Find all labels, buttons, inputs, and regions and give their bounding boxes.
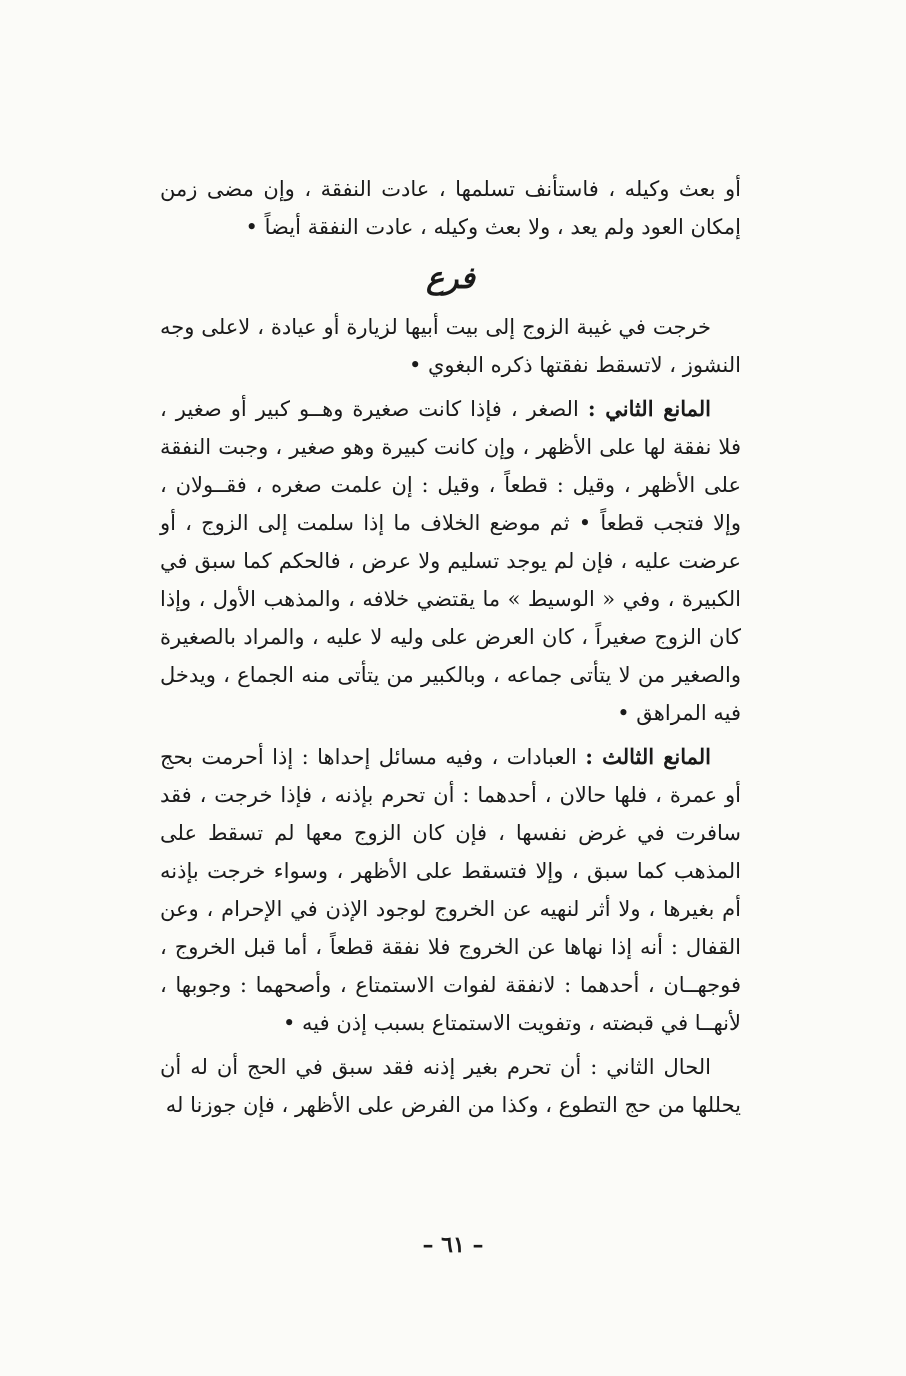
paragraph-3-text: الصغر ، فإذا كانت صغيرة وهــو كبير أو صغير ، فلا نفقة لها على الأظهر ، وإن كانت كبيرة وهو صغير ، وجبت النفقة على الأظهر ، وقيل : قطعاً ، وقيل : إن علمت صغره ، فقــولان ، وإلا فتجب قطعاً • ثم موضع الخلاف ما إذا سلمت إلى الزوج ، أو عرضت عليه ، فإن لم يوجد تسليم ولا عرض ، فالحكم كما سبق في الكبيرة ، وفي « الوسيط » ما يقتضي خلافه ، والمذهب الأول ، وإذا كان الزوج صغيراً ، كان العرض على وليه لا عليه ، والمراد بالصغيرة والصغير من لا يتأتى جماعه ، وبالكبير من يتأتى منه الجماع ، ويدخل فيه المراهق • [160, 397, 741, 725]
paragraph-2: خرجت في غيبة الزوج إلى بيت أبيها لزيارة أو عيادة ، لاعلى وجه النشوز ، لاتسقط نفقتها ذكره البغوي • [160, 315, 741, 377]
paragraph-4 [160, 738, 741, 1042]
paragraph-4-label: المانع الثالث : [585, 744, 711, 769]
paragraph-4-text: العبادات ، وفيه مسائل إحداها : إذا أحرمت بحج أو عمرة ، فلها حالان ، أحدهما : أن تحرم بإذنه ، فإذا خرجت ، فقد سافرت في غرض نفسها ، فإن كان الزوج معها لم تسقط على المذهب كما سبق ، وإلا فتسقط على الأظهر ، وسواء خرجت بإذنه أم بغيرها ، ولا أثر لنهيه عن الخروج لوجود الإذن في الإحرام ، وعن القفال : أنه إذا نهاها عن الخروج فلا نفقة قطعاً ، أما قبل الخروج ، فوجهــان ، أحدهما : لانفقة لفوات الاستمتاع ، وأصحهما : وجوبها ، لأنهــا في قبضته ، وتفويت الاستمتاع بسبب إذن فيه • [160, 745, 741, 1035]
paragraph-3 [160, 390, 741, 732]
paragraph-1: أو بعث وكيله ، فاستأنف تسلمها ، عادت النفقة ، وإن مضى زمن إمكان العود ولم يعد ، ولا بعث وكيله ، عادت النفقة أيضاً • [160, 177, 741, 239]
paragraph-3-label: المانع الثاني : [587, 396, 711, 421]
page-body [160, 170, 741, 1130]
section-heading: فرع [426, 261, 475, 296]
paragraph-5: الحال الثاني : أن تحرم بغير إذنه فقد سبق في الحج أن له أن يحللها من حج التطوع ، وكذا من الفرض على الأظهر ، فإن جوزنا له [160, 1055, 741, 1117]
page-number: – ٦١ – [422, 1232, 484, 1258]
